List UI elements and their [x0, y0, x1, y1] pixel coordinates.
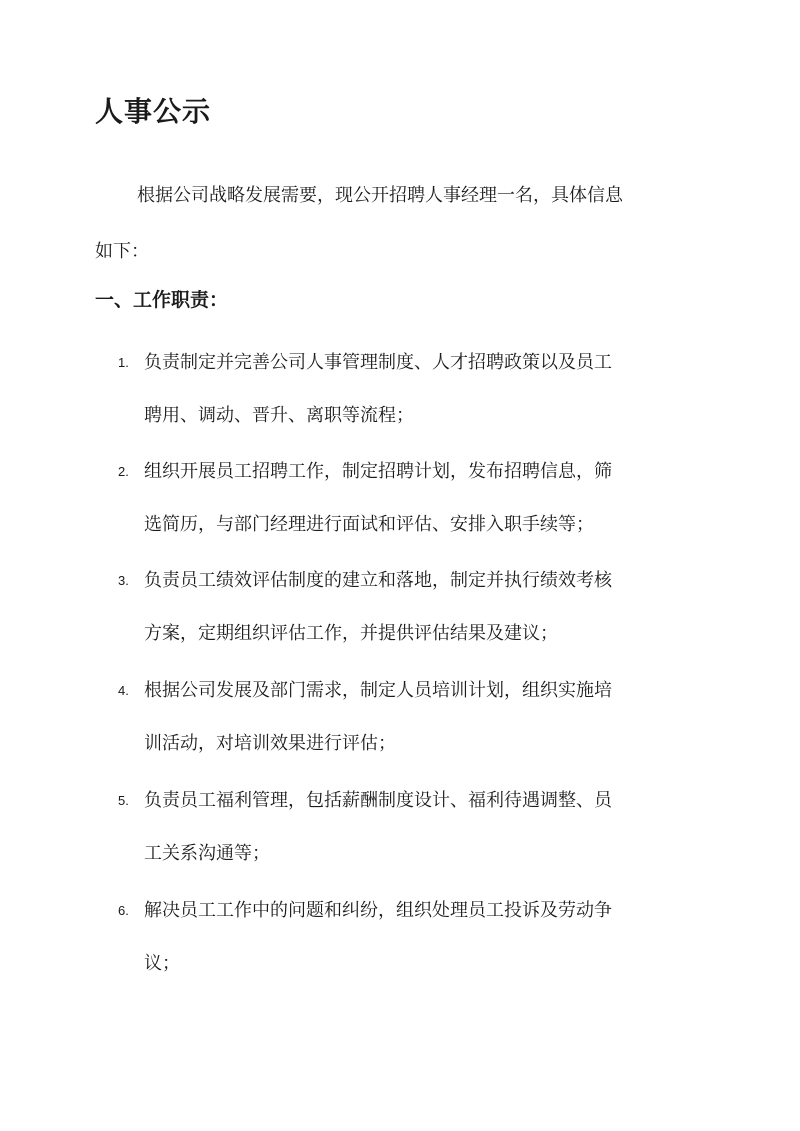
duty-text [144, 554, 718, 660]
duty-number: 3. [118, 573, 129, 588]
duty-line: 组织开展员工招聘工作，制定招聘计划，发布招聘信息，筛 [144, 461, 612, 482]
duty-item-4 [118, 664, 718, 770]
duty-line: 方案，定期组织评估工作，并提供评估结果及建议； [144, 623, 558, 644]
page-title: 人事公示 [95, 95, 212, 128]
duty-number: 2. [118, 464, 129, 479]
duty-line: 训活动，对培训效果进行评估； [144, 733, 396, 754]
duty-number: 5. [118, 793, 129, 808]
duty-number: 6. [118, 903, 129, 918]
duty-line: 根据公司发展及部门需求，制定人员培训计划，组织实施培 [144, 680, 612, 701]
intro-line-1: 根据公司战略发展需要，现公开招聘人事经理一名，具体信息 [137, 185, 623, 206]
duty-text [144, 774, 718, 880]
duty-line: 议； [144, 953, 180, 974]
duty-item-5 [118, 774, 718, 880]
duty-line: 解决员工工作中的问题和纠纷，组织处理员工投诉及劳动争 [144, 900, 612, 921]
duty-text [144, 664, 718, 770]
duty-line: 工关系沟通等； [144, 843, 270, 864]
duty-text [144, 884, 718, 990]
duty-line: 选简历，与部门经理进行面试和评估、安排入职手续等； [144, 514, 594, 535]
intro-line-2: 如下： [95, 241, 149, 262]
duty-item-1 [118, 336, 718, 442]
duty-line: 负责员工福利管理，包括薪酬制度设计、福利待遇调整、员 [144, 790, 612, 811]
duty-line: 负责员工绩效评估制度的建立和落地，制定并执行绩效考核 [144, 570, 612, 591]
intro-paragraph [95, 168, 705, 280]
duty-number: 1. [118, 355, 129, 370]
duty-number: 4. [118, 683, 129, 698]
duty-text [144, 336, 718, 442]
section-heading-duties: 一、工作职责： [95, 289, 229, 311]
duty-item-2 [118, 445, 718, 551]
duty-item-6 [118, 884, 718, 990]
duty-text [144, 445, 718, 551]
duty-line: 聘用、调动、晋升、离职等流程； [144, 405, 414, 426]
duty-item-3 [118, 554, 718, 660]
duty-line: 负责制定并完善公司人事管理制度、人才招聘政策以及员工 [144, 352, 612, 373]
